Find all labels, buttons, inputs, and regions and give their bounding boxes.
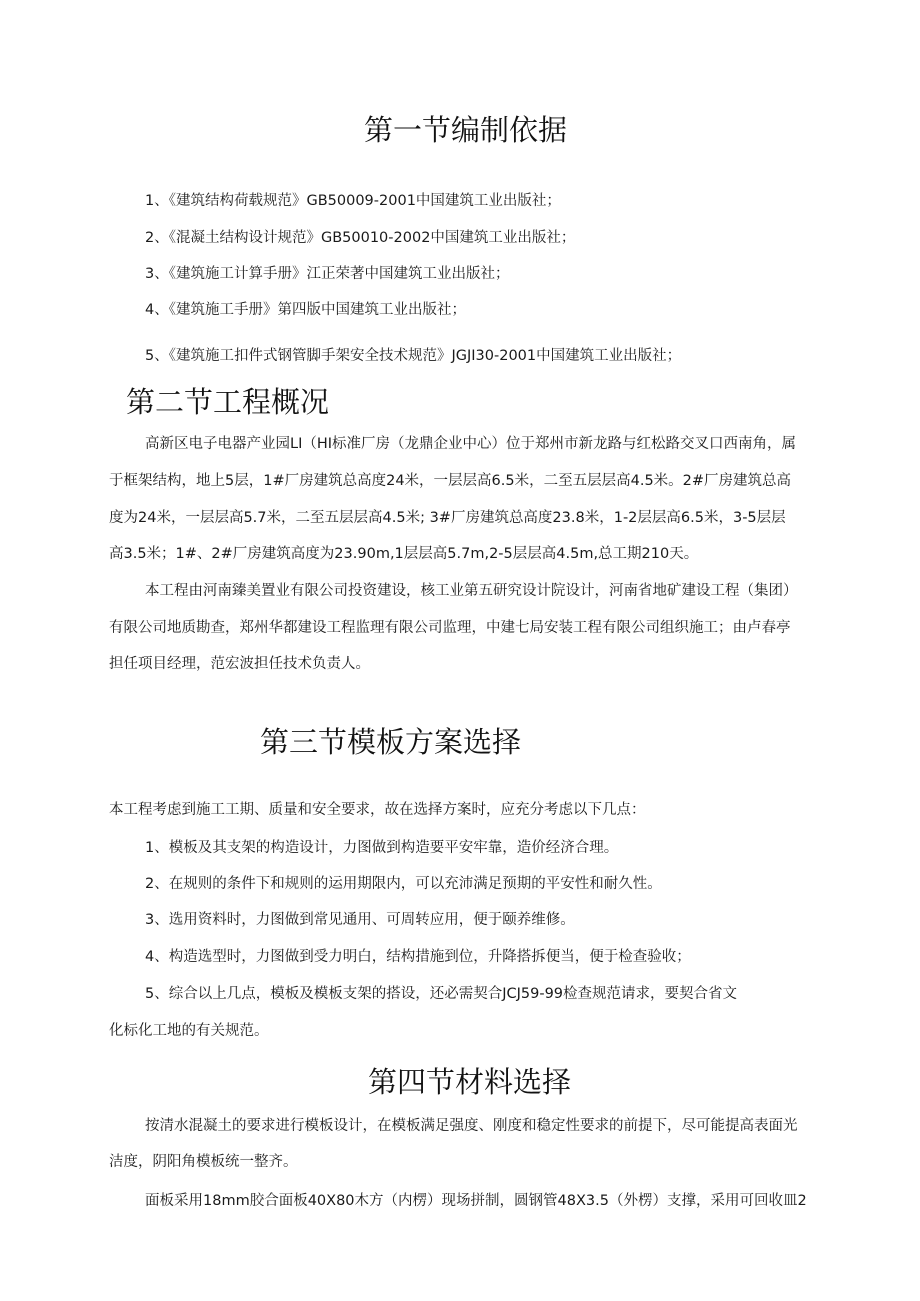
- section-3-title: 第三节模板方案选择: [260, 725, 522, 759]
- overview-line-2: 于框架结构，地上5层，1#厂房建筑总高度24米，一层层高6.5米，二至五层层高4.5米。2#厂房建筑总高: [109, 473, 792, 489]
- scheme-item-1: 1、模板及其支架的构造设计，力图做到构造要平安牢靠，造价经济合理。: [145, 840, 619, 856]
- material-line-1: 按清水混凝土的要求进行模板设计，在模板满足强度、刚度和稳定性要求的前提下，尽可能提高表面光: [145, 1118, 798, 1134]
- overview-line-1: 高新区电子电器产业园LI（HI标准厂房（龙鼎企业中心）位于郑州市新龙路与红松路交叉口西南角，属: [145, 436, 797, 452]
- reference-item-2: 2、《混凝土结构设计规范》GB50010-2002中国建筑工业出版社；: [145, 230, 576, 246]
- section-2-title: 第二节工程概况: [126, 385, 330, 419]
- reference-item-5: 5、《建筑施工扣件式钢管脚手架安全技术规范》JGJI30-2001中国建筑工业出版社；: [145, 348, 682, 364]
- reference-item-4: 4、《建筑施工手册》第四版中国建筑工业出版社；: [145, 302, 466, 318]
- scheme-item-5-continued: 化标化工地的有关规范。: [109, 1023, 269, 1039]
- scheme-item-2: 2、在规则的条件下和规则的运用期限内，可以充沛满足预期的平安性和耐久性。: [145, 876, 662, 892]
- reference-item-1: 1、《建筑结构荷载规范》GB50009-2001中国建筑工业出版社；: [145, 193, 561, 209]
- scheme-item-3: 3、选用资料时，力图做到常见通用、可周转应用，便于颐养维修。: [145, 912, 575, 928]
- reference-item-3: 3、《建筑施工计算手册》江正荣著中国建筑工业出版社；: [145, 266, 510, 282]
- overview-line-3: 度为24米，一层层高5.7米，二至五层层高4.5米; 3#厂房建筑总高度23.8米，1-2层层高6.5米，3-5层层: [109, 510, 786, 526]
- scheme-intro: 本工程考虑到施工工期、质量和安全要求，故在选择方案时，应充分考虑以下几点：: [109, 802, 646, 818]
- scheme-item-4: 4、构造选型时，力图做到受力明白，结构措施到位，升降搭拆便当，便于检查验收；: [145, 949, 691, 965]
- material-line-2: 洁度，阴阳角模板统一整齐。: [109, 1154, 298, 1170]
- overview-line-4: 高3.5米；1#、2#厂房建筑高度为23.90m,1层层高5.7m,2-5层层高4.5m,总工期210天。: [109, 546, 699, 562]
- section-4-title: 第四节材料选择: [368, 1065, 572, 1099]
- overview-line-7: 担任项目经理，范宏波担任技术负责人。: [109, 656, 370, 672]
- overview-line-6: 有限公司地质勘查，郑州华都建设工程监理有限公司监理，中建七局安装工程有限公司组织施工；由卢春亭: [109, 620, 791, 636]
- section-1-title: 第一节编制依据: [364, 113, 568, 147]
- material-line-3: 面板采用18mm胶合面板40X80木方（内楞）现场拼制，圆钢管48X3.5（外楞）支撑，采用可回收皿2: [145, 1193, 807, 1209]
- scheme-item-5: 5、综合以上几点，模板及模板支架的搭设，还必需契合JCJ59-99检查规范请求，要契合省文: [145, 986, 738, 1002]
- overview-line-5: 本工程由河南臻美置业有限公司投资建设，核工业第五研究设计院设计，河南省地矿建设工程（集团）: [145, 583, 798, 599]
